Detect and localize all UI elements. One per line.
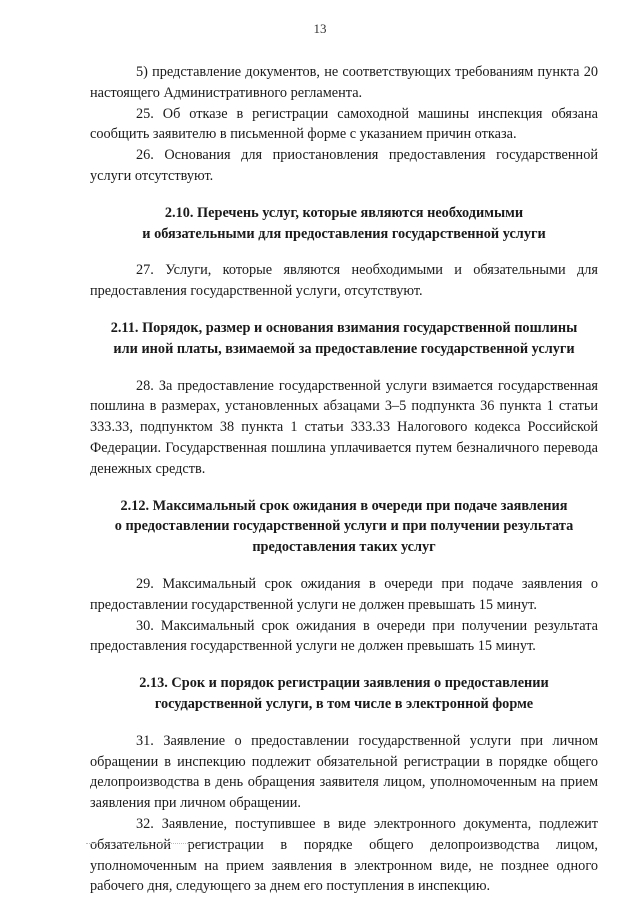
- paragraph-25: 25. Об отказе в регистрации самоходной машины инспекция обязана сообщить заявителю в письменной форме с указанием причин отказа.: [90, 105, 598, 143]
- scan-artifact: [86, 843, 216, 846]
- section-heading-2-13: [90, 673, 598, 715]
- paragraph-28: 28. За предоставление государственной услуги взимается государственная пошлина в размерах, установленных абзацами 3–5 подпункта 36 пункта 1 статьи 333.33, подпунктом 38 пункта 1 статьи 333.33 Налогового кодекса Российской Федерации. Государственная пошлина уплачивается путем безналичного перевода денежных средств.: [90, 377, 598, 477]
- section-heading-2-12: [90, 496, 598, 558]
- paragraph-30: 30. Максимальный срок ожидания в очереди при получении результата предоставления государственной услуги не должен превышать 15 минут.: [90, 617, 598, 655]
- paragraph-29: 29. Максимальный срок ожидания в очереди при подаче заявления о предоставлении государственной услуги не должен превышать 15 минут.: [90, 575, 598, 613]
- section-heading-2-11: [90, 318, 598, 360]
- paragraph-32: 32. Заявление, поступившее в виде электронного документа, подлежит обязательной регистрации в порядке общего делопроизводства лицом, уполномоченным на прием заявления в электронном виде, не позднее одного рабочего дня, следующего за днем его поступления в инспекцию.: [90, 815, 598, 895]
- heading-line: и обязательными для предоставления государственной услуги: [142, 225, 546, 242]
- heading-line: 2.11. Порядок, размер и основания взимания государственной пошлины: [110, 319, 578, 336]
- heading-line: о предоставлении государственной услуги и при получении результата: [114, 518, 574, 535]
- heading-line: или иной платы, взимаемой за предоставление государственной услуги: [113, 340, 575, 357]
- paragraph-26: 26. Основания для приостановления предоставления государственной услуги отсутствуют.: [90, 147, 598, 184]
- paragraph-27: 27. Услуги, которые являются необходимыми и обязательными для предоставления государственной услуги, отсутствуют.: [90, 262, 598, 300]
- paragraph-31: 31. Заявление о предоставлении государственной услуги при личном обращении в инспекцию подлежит обязательной регистрации в порядке общего делопроизводства в день обращения заявителя лицом, уполномоченным на прием заявления при личном обращении.: [90, 732, 598, 812]
- section-heading-2-10: [90, 203, 598, 245]
- heading-line: 2.13. Срок и порядок регистрации заявления о предоставлении: [139, 675, 549, 692]
- heading-line: 2.10. Перечень услуг, которые являются необходимыми: [164, 204, 524, 221]
- heading-line: предоставления таких услуг: [252, 539, 436, 556]
- paragraph-item-5: 5) представление документов, не соответствующих требованиям пункта 20 настоящего Административного регламента.: [90, 64, 598, 101]
- page-number: 13: [313, 21, 327, 36]
- heading-line: 2.12. Максимальный срок ожидания в очереди при подаче заявления: [120, 497, 568, 514]
- document-body: [90, 62, 598, 897]
- heading-line: государственной услуги, в том числе в электронной форме: [154, 695, 534, 712]
